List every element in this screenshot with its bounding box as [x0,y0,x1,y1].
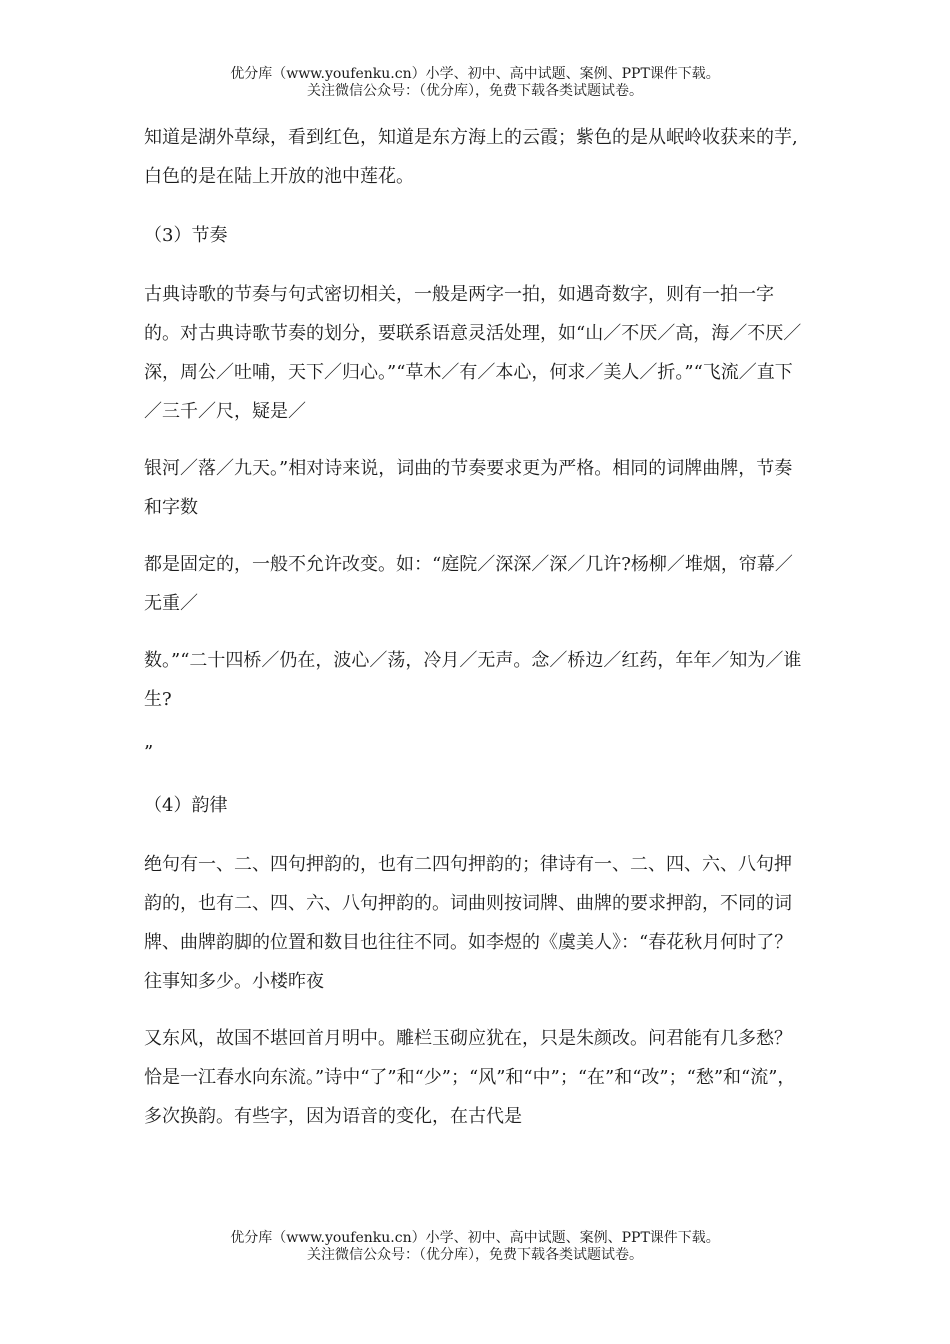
paragraph-rhyme-intro: 绝句有一、二、四句押韵的，也有二四句押韵的；律诗有一、二、四、六、八句押韵的，也有二、四、六、八句押韵的。词曲则按词牌、曲牌的要求押韵，不同的词牌、曲牌韵脚的位置和数目也往往不同。如李煜的《虞美人》：“春花秋月何时了？往事知多少。小楼昨夜 [144,854,793,992]
document-body [144,118,808,1136]
header-line-1: 优分库（www.youfenku.cn）小学、初中、高中试题、案例、PPT课件下载。 [230,66,720,82]
paragraph-rhyme-example: 又东风，故国不堪回首月明中。雕栏玉砌应犹在，只是朱颜改。问君能有几多愁？恰是一江春水向东流。”诗中“了”和“少”；“风”和“中”；“在”和“改”；“愁”和“流”，多次换韵。有些字，因为语音的变化，在古代是 [144,1028,796,1127]
section-heading-rhyme: （4）韵律 [144,795,228,816]
footer-line-1: 优分库（www.youfenku.cn）小学、初中、高中试题、案例、PPT课件下载。 [230,1230,720,1246]
section-heading-rhythm: （3）节奏 [144,225,228,246]
paragraph-rhythm-example-1: 都是固定的，一般不允许改变。如：“庭院／深深／深／几许?杨柳／堆烟，帘幕／无重／ [144,554,793,614]
page-footer [0,1230,950,1264]
paragraph-rhythm-example-2: 数。”“二十四桥／仍在，波心／荡，冷月／无声。念／桥边／红药，年年／知为／谁生? [144,650,802,710]
page-header [0,66,950,100]
header-line-2: 关注微信公众号：（优分库），免费下载各类试题试卷。 [307,83,643,99]
paragraph-rhythm-ci: 银河／落／九天。”相对诗来说，词曲的节奏要求更为严格。相同的词牌曲牌，节奏和字数 [144,458,793,518]
paragraph-rhythm-intro: 古典诗歌的节奏与句式密切相关，一般是两字一拍，如遇奇数字，则有一拍一字的。对古典诗歌节奏的划分，要联系语意灵活处理，如“山／不厌／高，海／不厌／深，周公／吐哺，天下／归心。”“草木／有／本心，何求／美人／折。”“飞流／直下／三千／尺，疑是／ [144,284,802,422]
paragraph-colors: 知道是湖外草绿，看到红色，知道是东方海上的云霞；紫色的是从岷岭收获来的芋,白色的是在陆上开放的池中莲花。 [144,127,798,187]
closing-quote: ” [144,742,154,763]
footer-line-2: 关注微信公众号：（优分库），免费下载各类试题试卷。 [307,1247,643,1263]
